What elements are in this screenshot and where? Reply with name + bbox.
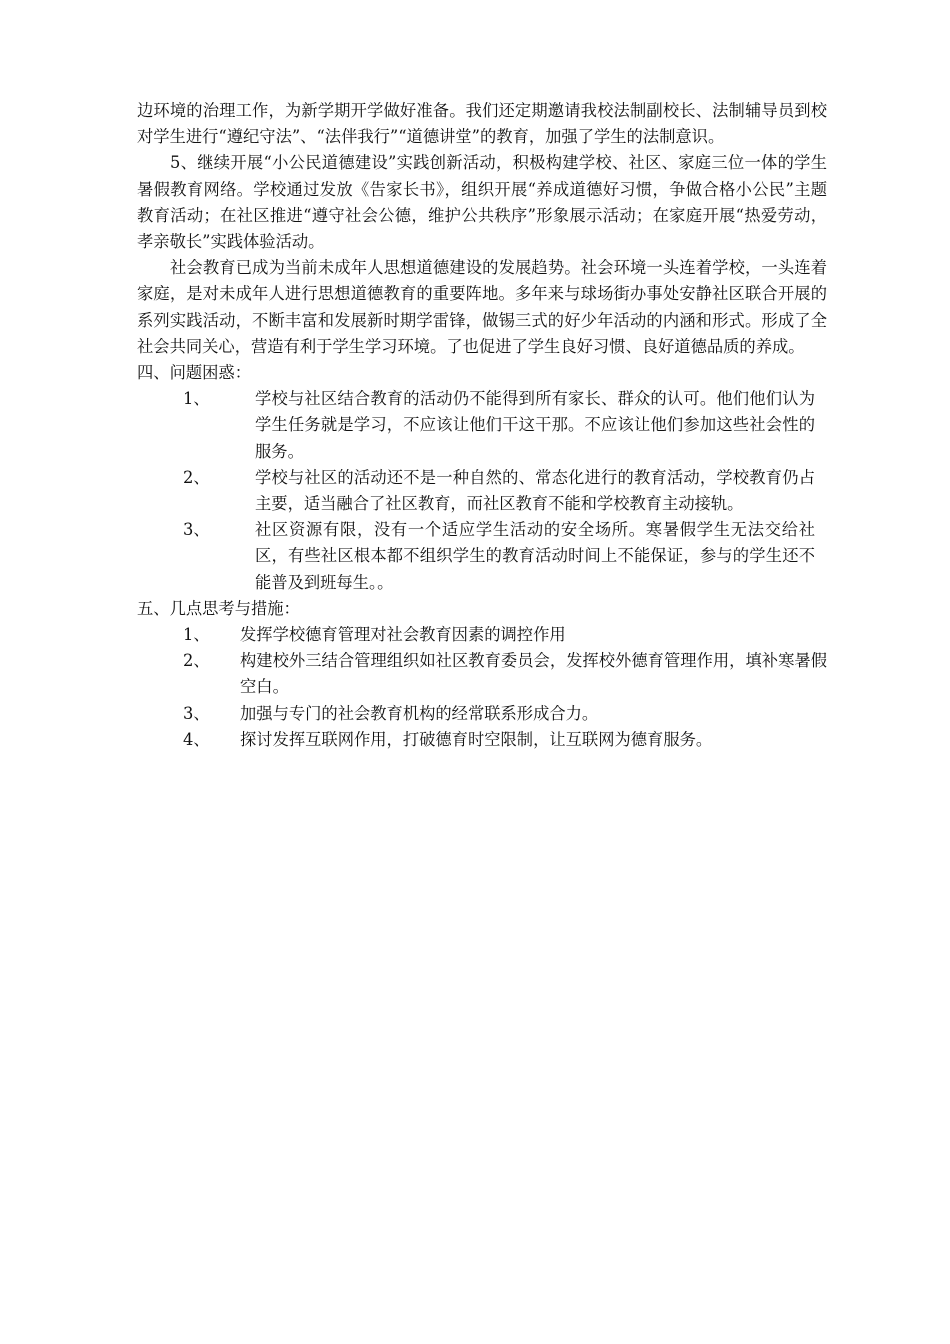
list-item-number: 3、 xyxy=(183,703,210,723)
list-item xyxy=(137,465,827,517)
problems-list xyxy=(137,386,827,596)
list-item xyxy=(137,517,827,596)
section-heading-measures: 五、几点思考与措施： xyxy=(137,598,300,618)
paragraph-item-5: 5、继续开展“小公民道德建设”实践创新活动，积极构建学校、社区、家庭三位一体的学生暑假教育网络。学校通过发放《告家长书》，组织开展“养成道德好习惯，争做合格小公民”主题教育活动；在社区推进“遵守社会公德，维护公共秩序”形象展示活动；在家庭开展“热爱劳动，孝亲敬长”实践体验活动。 xyxy=(137,153,827,252)
paragraph-continuation: 边环境的治理工作，为新学期开学做好准备。我们还定期邀请我校法制副校长、法制辅导员到校对学生进行“遵纪守法”、“法伴我行”“道德讲堂”的教育，加强了学生的法制意识。 xyxy=(137,101,827,147)
list-item-text: 构建校外三结合管理组织如社区教育委员会，发挥校外德育管理作用，填补寒暑假空白。 xyxy=(240,651,827,697)
list-item xyxy=(137,622,827,648)
list-item-text: 加强与专门的社会教育机构的经常联系形成合力。 xyxy=(240,703,599,723)
paragraph-social-education: 社会教育已成为当前未成年人思想道德建设的发展趋势。社会环境一头连着学校，一头连着家庭，是对未成年人进行思想道德教育的重要阵地。多年来与球场街办事处安静社区联合开展的系列实践活动，不断丰富和发展新时期学雷锋，做锡三式的好少年活动的内涵和形式。形成了全社会共同关心，营造有利于学生学习环境。了也促进了学生良好习惯、良好道德品质的养成。 xyxy=(137,258,827,356)
list-item xyxy=(137,727,827,753)
list-item-number: 3、 xyxy=(183,520,210,540)
list-item-text: 学校与社区结合教育的活动仍不能得到所有家长、群众的认可。他们他们认为学生任务就是学习，不应该让他们干这干那。不应该让他们参加这些社会性的服务。 xyxy=(255,389,815,461)
measures-list xyxy=(137,622,827,753)
document-body xyxy=(137,98,827,753)
list-item-number: 2、 xyxy=(183,651,210,671)
list-item xyxy=(137,648,827,700)
list-item-number: 4、 xyxy=(183,729,210,749)
list-item-number: 1、 xyxy=(183,625,210,645)
list-item-text: 发挥学校德育管理对社会教育因素的调控作用 xyxy=(240,625,566,645)
list-item-number: 2、 xyxy=(183,467,210,487)
list-item-text: 探讨发挥互联网作用，打破德育时空限制，让互联网为德育服务。 xyxy=(240,729,713,749)
list-item-number: 1、 xyxy=(183,389,210,409)
list-item-text: 社区资源有限，没有一个适应学生活动的安全场所。寒暑假学生无法交给社区，有些社区根本都不组织学生的教育活动时间上不能保证，参与的学生还不能普及到班每生。。 xyxy=(255,520,815,592)
section-heading-problems: 四、问题困惑： xyxy=(137,363,251,383)
list-item xyxy=(137,701,827,727)
list-item-text: 学校与社区的活动还不是一种自然的、常态化进行的教育活动，学校教育仍占主要，适当融合了社区教育，而社区教育不能和学校教育主动接轨。 xyxy=(255,467,815,514)
list-item xyxy=(137,386,827,465)
